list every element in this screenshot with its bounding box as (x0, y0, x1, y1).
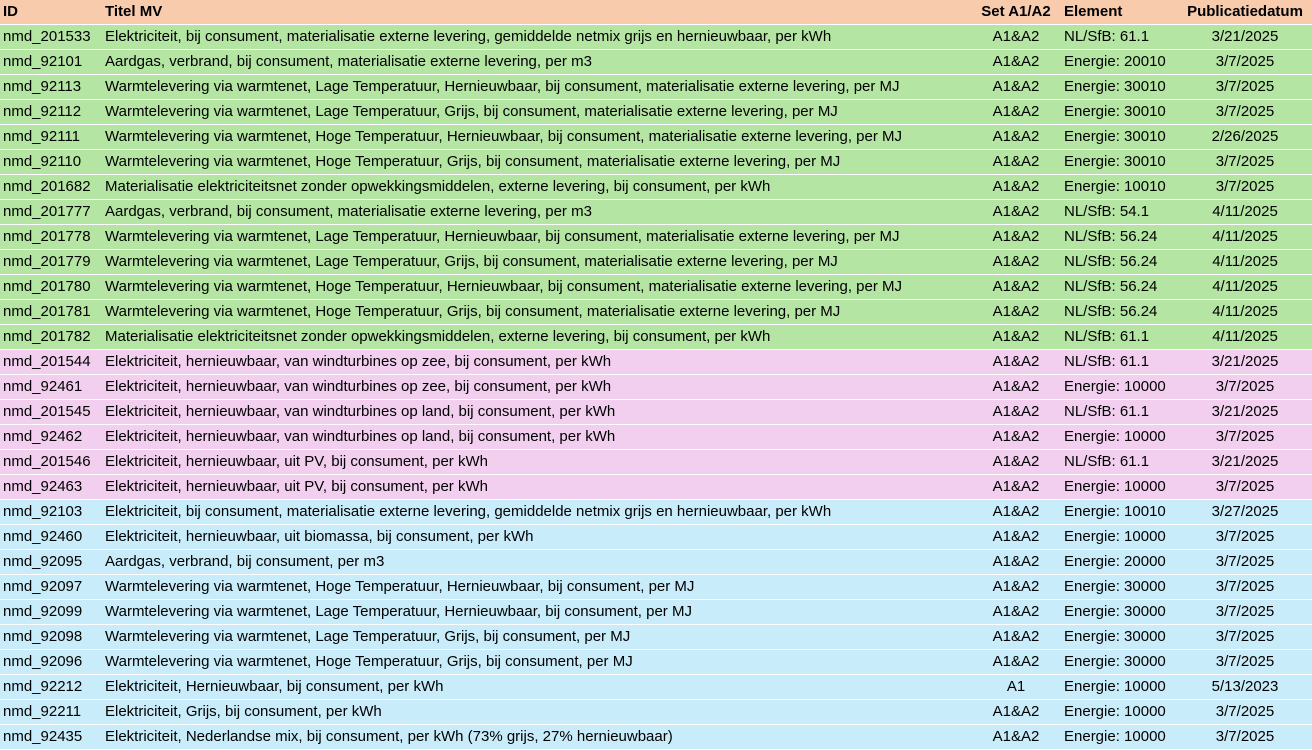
cell-set[interactable]: A1&A2 (992, 103, 1040, 120)
cell-set[interactable]: A1&A2 (992, 153, 1040, 170)
cell-id[interactable]: nmd_92112 (3, 103, 82, 120)
table-row[interactable] (0, 250, 1312, 275)
cell-element[interactable]: Energie: 30010 (1064, 153, 1166, 170)
cell-date[interactable]: 3/21/2025 (1211, 403, 1279, 420)
cell-id[interactable]: nmd_201781 (3, 303, 91, 320)
cell-id[interactable]: nmd_201777 (3, 203, 91, 220)
table-row[interactable] (0, 25, 1312, 50)
cell-id[interactable]: nmd_92103 (3, 503, 83, 520)
cell-id[interactable]: nmd_92096 (3, 653, 83, 670)
cell-set[interactable]: A1 (1006, 678, 1026, 695)
cell-set[interactable]: A1&A2 (992, 203, 1040, 220)
cell-set[interactable]: A1&A2 (992, 28, 1040, 45)
cell-element[interactable]: NL/SfB: 61.1 (1064, 353, 1150, 370)
cell-date[interactable]: 3/7/2025 (1215, 578, 1275, 595)
cell-id[interactable]: nmd_92463 (3, 478, 83, 495)
table-body (0, 25, 1312, 750)
cell-title[interactable]: Aardgas, verbrand, bij consument, materialisatie externe levering, per m3 (105, 203, 592, 220)
cell-id[interactable]: nmd_92435 (3, 728, 83, 745)
cell-date[interactable]: 3/21/2025 (1211, 353, 1279, 370)
cell-title[interactable]: Warmtelevering via warmtenet, Hoge Temperatuur, Hernieuwbaar, bij consument, materialisatie externe levering, per MJ (105, 128, 903, 145)
cell-set[interactable]: A1&A2 (992, 228, 1040, 245)
cell-title[interactable]: Warmtelevering via warmtenet, Hoge Temperatuur, Grijs, bij consument, per MJ (105, 653, 633, 670)
cell-title[interactable]: Warmtelevering via warmtenet, Lage Temperatuur, Grijs, bij consument, materialisatie externe levering, per MJ (105, 253, 838, 270)
cell-title[interactable]: Elektriciteit, hernieuwbaar, van windturbines op zee, bij consument, per kWh (105, 353, 612, 370)
cell-set[interactable]: A1&A2 (992, 628, 1040, 645)
cell-date[interactable]: 5/13/2023 (1211, 678, 1279, 695)
cell-element[interactable]: Energie: 10000 (1064, 428, 1166, 445)
cell-set[interactable]: A1&A2 (992, 253, 1040, 270)
cell-id[interactable]: nmd_92101 (3, 53, 83, 70)
cell-element[interactable]: NL/SfB: 56.24 (1064, 303, 1158, 320)
cell-set[interactable]: A1&A2 (992, 178, 1040, 195)
cell-id[interactable]: nmd_92110 (3, 153, 82, 170)
table-row[interactable] (0, 400, 1312, 425)
cell-set[interactable]: A1&A2 (992, 403, 1040, 420)
cell-element[interactable]: Energie: 10010 (1064, 503, 1166, 520)
cell-date[interactable]: 4/11/2025 (1212, 228, 1278, 245)
cell-element[interactable]: NL/SfB: 54.1 (1064, 203, 1150, 220)
cell-id[interactable]: nmd_92461 (3, 378, 83, 395)
cell-element[interactable]: Energie: 30010 (1064, 128, 1166, 145)
cell-id[interactable]: nmd_92211 (3, 703, 82, 720)
cell-title[interactable]: Elektriciteit, bij consument, materialisatie externe levering, gemiddelde netmix grijs en hernieuwbaar, per kWh (105, 28, 832, 45)
cell-id[interactable]: nmd_201533 (3, 28, 91, 45)
cell-set[interactable]: A1&A2 (992, 353, 1040, 370)
cell-id[interactable]: nmd_92212 (3, 678, 83, 695)
cell-set[interactable]: A1&A2 (992, 303, 1040, 320)
cell-set[interactable]: A1&A2 (992, 603, 1040, 620)
table-row[interactable] (0, 525, 1312, 550)
cell-title[interactable]: Aardgas, verbrand, bij consument, materialisatie externe levering, per m3 (105, 53, 592, 70)
cell-date[interactable]: 3/21/2025 (1211, 453, 1279, 470)
cell-element[interactable]: NL/SfB: 56.24 (1064, 278, 1158, 295)
table-row[interactable] (0, 725, 1312, 750)
cell-date[interactable]: 3/7/2025 (1215, 478, 1275, 495)
cell-title[interactable]: Warmtelevering via warmtenet, Lage Temperatuur, Grijs, bij consument, per MJ (105, 628, 631, 645)
table-row[interactable] (0, 100, 1312, 125)
header-title[interactable]: Titel MV (105, 3, 163, 20)
cell-id[interactable]: nmd_92097 (3, 578, 83, 595)
cell-element[interactable]: Energie: 30000 (1064, 653, 1166, 670)
cell-id[interactable]: nmd_201545 (3, 403, 91, 420)
table-row[interactable] (0, 550, 1312, 575)
cell-set[interactable]: A1&A2 (992, 503, 1040, 520)
cell-title[interactable]: Elektriciteit, hernieuwbaar, van windturbines op land, bij consument, per kWh (105, 428, 616, 445)
table-row[interactable] (0, 600, 1312, 625)
cell-id[interactable]: nmd_201780 (3, 278, 91, 295)
cell-element[interactable]: Energie: 10000 (1064, 678, 1166, 695)
cell-title[interactable]: Warmtelevering via warmtenet, Lage Temperatuur, Hernieuwbaar, bij consument, per MJ (105, 603, 692, 620)
cell-title[interactable]: Warmtelevering via warmtenet, Hoge Temperatuur, Hernieuwbaar, bij consument, per MJ (105, 578, 695, 595)
cell-date[interactable]: 3/7/2025 (1215, 178, 1275, 195)
cell-element[interactable]: Energie: 30000 (1064, 628, 1166, 645)
cell-date[interactable]: 4/11/2025 (1212, 328, 1278, 345)
cell-element[interactable]: NL/SfB: 56.24 (1064, 253, 1158, 270)
cell-title[interactable]: Warmtelevering via warmtenet, Hoge Temperatuur, Grijs, bij consument, materialisatie externe levering, per MJ (105, 153, 841, 170)
cell-set[interactable]: A1&A2 (992, 653, 1040, 670)
cell-set[interactable]: A1&A2 (992, 428, 1040, 445)
header-id[interactable]: ID (3, 3, 18, 20)
cell-set[interactable]: A1&A2 (992, 128, 1040, 145)
cell-element[interactable]: Energie: 10000 (1064, 478, 1166, 495)
cell-title[interactable]: Elektriciteit, hernieuwbaar, uit biomassa, bij consument, per kWh (105, 528, 534, 545)
cell-title[interactable]: Elektriciteit, Nederlandse mix, bij consument, per kWh (73% grijs, 27% hernieuwbaar) (105, 728, 673, 745)
table-row[interactable] (0, 200, 1312, 225)
cell-element[interactable]: Energie: 10000 (1064, 728, 1166, 745)
cell-element[interactable]: Energie: 10000 (1064, 703, 1166, 720)
cell-element[interactable]: Energie: 30000 (1064, 578, 1166, 595)
cell-set[interactable]: A1&A2 (992, 378, 1040, 395)
cell-title[interactable]: Warmtelevering via warmtenet, Hoge Temperatuur, Grijs, bij consument, materialisatie externe levering, per MJ (105, 303, 841, 320)
cell-date[interactable]: 3/7/2025 (1215, 53, 1275, 70)
table-row[interactable] (0, 675, 1312, 700)
cell-title[interactable]: Elektriciteit, hernieuwbaar, van windturbines op land, bij consument, per kWh (105, 403, 616, 420)
cell-id[interactable]: nmd_92111 (3, 128, 81, 145)
cell-element[interactable]: NL/SfB: 56.24 (1064, 228, 1158, 245)
cell-element[interactable]: Energie: 30000 (1064, 603, 1166, 620)
cell-set[interactable]: A1&A2 (992, 553, 1040, 570)
cell-id[interactable]: nmd_201779 (3, 253, 91, 270)
cell-id[interactable]: nmd_201546 (3, 453, 91, 470)
cell-date[interactable]: 3/7/2025 (1215, 728, 1275, 745)
cell-date[interactable]: 3/27/2025 (1211, 503, 1279, 520)
cell-set[interactable]: A1&A2 (992, 328, 1040, 345)
cell-element[interactable]: NL/SfB: 61.1 (1064, 453, 1150, 470)
cell-id[interactable]: nmd_92460 (3, 528, 83, 545)
header-set[interactable]: Set A1/A2 (981, 3, 1051, 20)
cell-title[interactable]: Aardgas, verbrand, bij consument, per m3 (105, 553, 385, 570)
cell-id[interactable]: nmd_92113 (3, 78, 82, 95)
cell-set[interactable]: A1&A2 (992, 528, 1040, 545)
cell-title[interactable]: Elektriciteit, hernieuwbaar, uit PV, bij consument, per kWh (105, 478, 488, 495)
cell-id[interactable]: nmd_92462 (3, 428, 83, 445)
cell-id[interactable]: nmd_92099 (3, 603, 83, 620)
cell-element[interactable]: NL/SfB: 61.1 (1064, 328, 1150, 345)
cell-date[interactable]: 3/7/2025 (1215, 78, 1275, 95)
cell-element[interactable]: NL/SfB: 61.1 (1064, 28, 1150, 45)
table-row[interactable] (0, 425, 1312, 450)
cell-title[interactable]: Elektriciteit, hernieuwbaar, uit PV, bij consument, per kWh (105, 453, 488, 470)
cell-date[interactable]: 4/11/2025 (1212, 253, 1278, 270)
table-row[interactable] (0, 375, 1312, 400)
header-row (0, 0, 1312, 25)
table-row[interactable] (0, 325, 1312, 350)
cell-element[interactable]: NL/SfB: 61.1 (1064, 403, 1150, 420)
header-element[interactable]: Element (1064, 3, 1123, 20)
cell-set[interactable]: A1&A2 (992, 578, 1040, 595)
cell-date[interactable]: 3/7/2025 (1215, 703, 1275, 720)
cell-set[interactable]: A1&A2 (992, 703, 1040, 720)
cell-set[interactable]: A1&A2 (992, 478, 1040, 495)
cell-element[interactable]: Energie: 30010 (1064, 103, 1166, 120)
header-date[interactable]: Publicatiedatum (1187, 3, 1303, 20)
cell-title[interactable]: Warmtelevering via warmtenet, Lage Temperatuur, Hernieuwbaar, bij consument, materialisatie externe levering, per MJ (105, 228, 900, 245)
table-row[interactable] (0, 75, 1312, 100)
cell-date[interactable]: 3/7/2025 (1215, 428, 1275, 445)
table-row[interactable] (0, 50, 1312, 75)
cell-date[interactable]: 3/7/2025 (1215, 653, 1275, 670)
table-row[interactable] (0, 450, 1312, 475)
cell-title[interactable]: Elektriciteit, Hernieuwbaar, bij consument, per kWh (105, 678, 444, 695)
table-row[interactable] (0, 150, 1312, 175)
cell-date[interactable]: 4/11/2025 (1212, 278, 1278, 295)
cell-title[interactable]: Elektriciteit, Grijs, bij consument, per kWh (105, 703, 382, 720)
cell-element[interactable]: Energie: 20000 (1064, 553, 1166, 570)
cell-set[interactable]: A1&A2 (992, 78, 1040, 95)
cell-date[interactable]: 3/7/2025 (1215, 553, 1275, 570)
cell-element[interactable]: Energie: 30010 (1064, 78, 1166, 95)
cell-date[interactable]: 3/7/2025 (1215, 378, 1275, 395)
cell-element[interactable]: Energie: 10000 (1064, 528, 1166, 545)
cell-date[interactable]: 3/21/2025 (1211, 28, 1279, 45)
cell-element[interactable]: Energie: 20010 (1064, 53, 1166, 70)
cell-title[interactable]: Elektriciteit, hernieuwbaar, van windturbines op zee, bij consument, per kWh (105, 378, 612, 395)
cell-id[interactable]: nmd_201544 (3, 353, 91, 370)
cell-date[interactable]: 2/26/2025 (1211, 128, 1279, 145)
table-row[interactable] (0, 475, 1312, 500)
cell-title[interactable]: Warmtelevering via warmtenet, Hoge Temperatuur, Hernieuwbaar, bij consument, materialisatie externe levering, per MJ (105, 278, 903, 295)
cell-set[interactable]: A1&A2 (992, 53, 1040, 70)
cell-element[interactable]: Energie: 10000 (1064, 378, 1166, 395)
table-row[interactable] (0, 625, 1312, 650)
cell-set[interactable]: A1&A2 (992, 278, 1040, 295)
cell-set[interactable]: A1&A2 (992, 728, 1040, 745)
table-row[interactable] (0, 125, 1312, 150)
cell-date[interactable]: 3/7/2025 (1215, 603, 1275, 620)
table-row[interactable] (0, 300, 1312, 325)
table-row[interactable] (0, 500, 1312, 525)
table-row[interactable] (0, 575, 1312, 600)
cell-date[interactable]: 4/11/2025 (1212, 203, 1278, 220)
table-row[interactable] (0, 275, 1312, 300)
cell-id[interactable]: nmd_92098 (3, 628, 83, 645)
cell-date[interactable]: 3/7/2025 (1215, 153, 1275, 170)
cell-element[interactable]: Energie: 10010 (1064, 178, 1166, 195)
cell-date[interactable]: 4/11/2025 (1212, 303, 1278, 320)
cell-title[interactable]: Warmtelevering via warmtenet, Lage Temperatuur, Grijs, bij consument, materialisatie externe levering, per MJ (105, 103, 838, 120)
table-row[interactable] (0, 650, 1312, 675)
cell-id[interactable]: nmd_92095 (3, 553, 83, 570)
cell-title[interactable]: Warmtelevering via warmtenet, Lage Temperatuur, Hernieuwbaar, bij consument, materialisatie externe levering, per MJ (105, 78, 900, 95)
cell-title[interactable]: Materialisatie elektriciteitsnet zonder opwekkingsmiddelen, externe levering, bij consument, per kWh (105, 178, 771, 195)
table-row[interactable] (0, 175, 1312, 200)
cell-id[interactable]: nmd_201782 (3, 328, 91, 345)
cell-date[interactable]: 3/7/2025 (1215, 528, 1275, 545)
cell-date[interactable]: 3/7/2025 (1215, 103, 1275, 120)
cell-date[interactable]: 3/7/2025 (1215, 628, 1275, 645)
cell-title[interactable]: Elektriciteit, bij consument, materialisatie externe levering, gemiddelde netmix grijs en hernieuwbaar, per kWh (105, 503, 832, 520)
cell-title[interactable]: Materialisatie elektriciteitsnet zonder opwekkingsmiddelen, externe levering, bij consument, per kWh (105, 328, 771, 345)
table-row[interactable] (0, 350, 1312, 375)
cell-id[interactable]: nmd_201778 (3, 228, 91, 245)
table-row[interactable] (0, 225, 1312, 250)
cell-id[interactable]: nmd_201682 (3, 178, 91, 195)
cell-set[interactable]: A1&A2 (992, 453, 1040, 470)
table-header (0, 0, 1312, 25)
